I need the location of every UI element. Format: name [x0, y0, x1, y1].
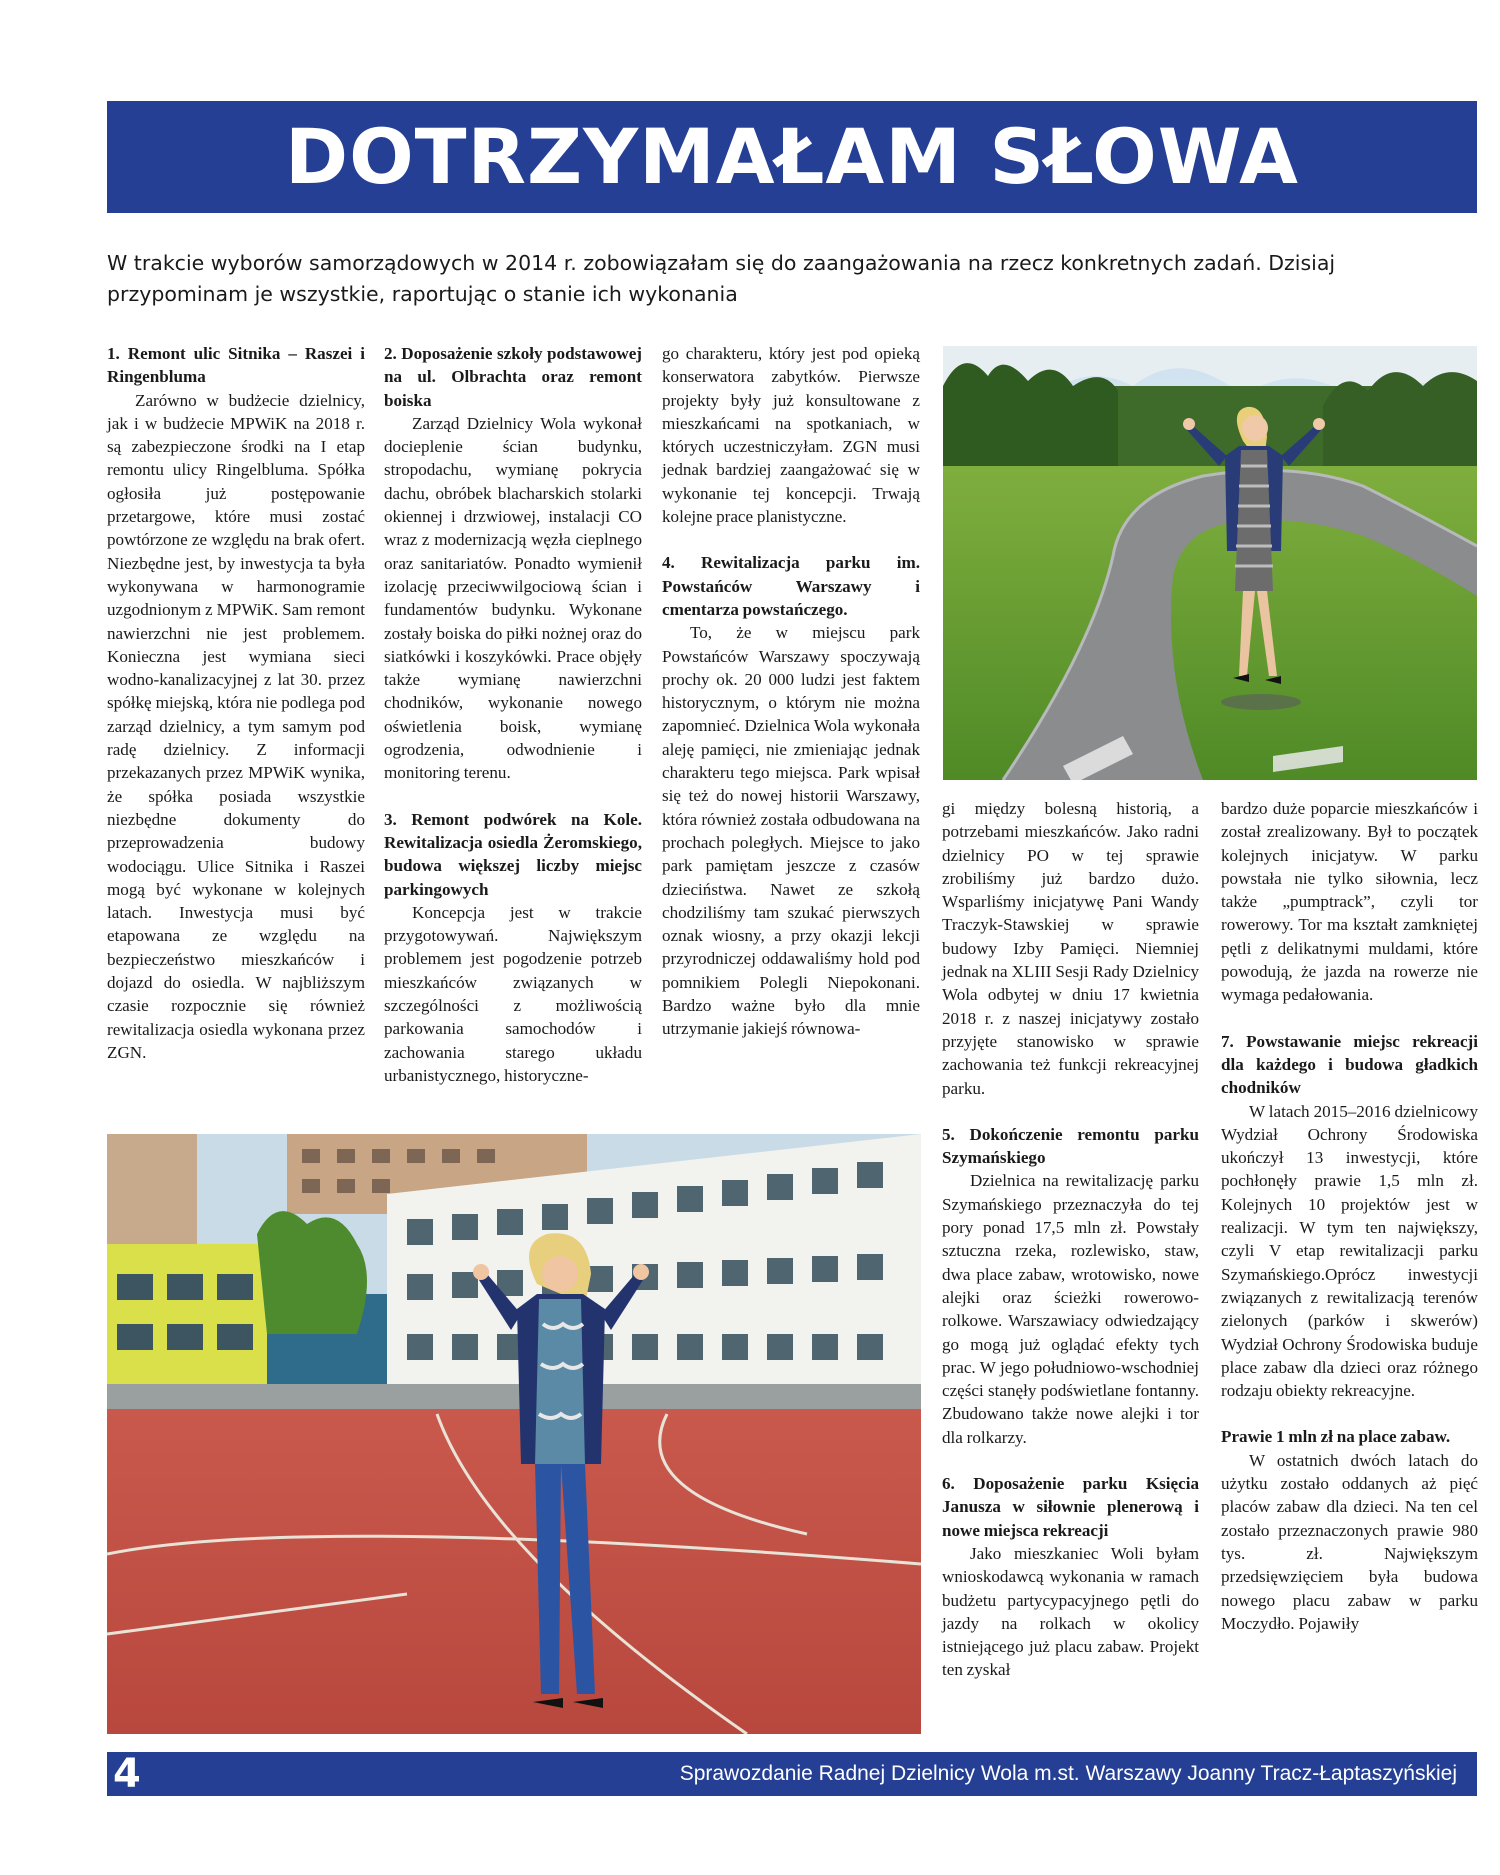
lead-paragraph: W trakcie wyborów samorządowych w 2014 r. zobowiązałam się do zaangażowania na rzecz konkretnych zadań. Dzisiaj przypominam je wszystkie, raportując o stanie ich wykonania — [107, 251, 1336, 306]
page-footer — [107, 1752, 1477, 1796]
section-3-continued: go charakteru, który jest pod opieką konserwatora zabytków. Pierwsze projekty były już konsultowane z mieszkańcami na spotkaniach, w których uczestniczyłam. ZGN musi jednak bardziej zaangażować się w wykonanie tej koncepcji. Trwają kolejne prace planistyczne. — [662, 344, 920, 527]
column-2 — [384, 342, 642, 1087]
section-4-title: 4. Rewitalizacja parku im. Powstańców Warszawy i cmentarza powstańczego. — [662, 553, 920, 619]
column-1 — [107, 342, 365, 1064]
school-photo — [107, 1134, 921, 1734]
page-title-banner — [107, 101, 1477, 213]
section-3-title: 3. Remont podwórek na Kole. Rewitalizacja osiedla Żeromskiego, budowa większej liczby miejsc parkingowych — [384, 809, 642, 899]
footer-text: Sprawozdanie Radnej Dzielnicy Wola m.st. Warszawy Joanny Tracz-Łaptaszyńskiej — [679, 1762, 1457, 1785]
park-photo — [943, 346, 1477, 780]
section-6-body: Jako mieszkaniec Woli byłam wnioskodawcą wykonania w ramach budżetu partycypacyjnego pętli do jazdy na rolkach w okolicy istniejącego już placu zabaw. Projekt ten zyskał — [942, 1543, 1199, 1680]
section-1-title: 1. Remont ulic Sitnika – Raszei i Ringenbluma — [107, 344, 365, 387]
section-5-title: 5. Dokończenie remontu parku Szymańskiego — [942, 1124, 1199, 1168]
section-6-title: 6. Doposażenie parku Księcia Janusza w siłownie plenerową i nowe miejsca rekreacji — [942, 1474, 1199, 1540]
page-title: DOTRZYMAŁAM SŁOWA — [284, 112, 1300, 201]
section-2-body: Zarząd Dzielnicy Wola wykonał docieplenie ścian budynku, stropodachu, wymianę pokrycia dachu, obróbek blacharskich stolarki okiennej i drzwiowej, instalacji CO wraz z modernizacją węzła cieplnego oraz sanitariatów. Ponadto wymienił izolację przeciwwilgociową ścian i fundamentów budynku. Wykonane zostały boiska do piłki nożnej oraz do siatkówki i koszykówki. Prace objęły także wymianę nawierzchni chodników, wykonanie nowego oświetlenia boisk, wymianę ogrodzenia, odwodnienie i monitoring terenu. — [384, 413, 642, 783]
school-photo-illustration — [107, 1134, 921, 1734]
section-7-body: W latach 2015–2016 dzielnicowy Wydział Ochrony Środowiska ukończył 13 inwestycji, które pochłonęły prawie 1,5 mln zł. Kolejnych 10 projektów jest w realizacji. W tym ten największy, czyli V etap rewitalizacji parku Szymańskiego.Oprócz inwestycji związanych z rewitalizacją terenów zielonych (parków i skwerów) Wydział Ochrony Środowiska buduje place zabaw dla dzieci oraz różnego rodzaju obiekty rekreacyjne. — [1221, 1101, 1478, 1401]
section-2-title: 2. Doposażenie szkoły podstawowej na ul. Olbrachta oraz remont boiska — [384, 344, 642, 410]
page-number: 4 — [113, 1751, 141, 1797]
section-1-body: Zarówno w budżecie dzielnicy, jak i w budżecie MPWiK na 2018 r. są zabezpieczone środki na I etap remontu ulicy Ringelbluma. Spółka ogłosiła już postępowanie przetargowe, które musi zostać powtórzone ze względu na brak ofert. Niezbędne jest, by inwestycja ta była wykonywana w harmonogramie uzgodnionym z MPWiK. Sam remont nawierzchni nie jest problemem. Konieczna jest wymiana sieci wodno-kanalizacyjnej z lat 30. przez spółkę miejską, która nie podlega pod zarząd dzielnicy, a tym samym pod radę dzielnicy. Z informacji przekazanych przez MPWiK wynika, że spółka posiada wszystkie niezbędne dokumenty do przeprowadzenia budowy wodociągu. Ulice Sitnika i Raszei mogą być wykonane w kolejnych latach. Inwestycja musi być etapowana ze względu na bezpieczeństwo mieszkańców i dojazd do osiedla. W najbliższym czasie rozpocznie się również rewitalizacja osiedla wykonana przez ZGN. — [107, 390, 365, 1062]
section-4-continued: gi między bolesną historią, a potrzebami mieszkańców. Jako radni dzielnicy PO w tej sprawie zrobiliśmy już bardzo dużo. Wsparliśmy inicjatywę Pani Wandy Traczyk-Stawskiej w sprawie budowy Izby Pamięci. Niemniej jednak na XLIII Sesji Rady Dzielnicy Wola odbytej w dniu 17 kwietnia 2018 r. z naszej inicjatywy zostało przyjęte stanowisko w sprawie zachowania też funkcji rekreacyjnej parku. — [942, 799, 1199, 1098]
column-3 — [662, 342, 920, 1041]
section-5-body: Dzielnica na rewitalizację parku Szymańskiego przeznaczyła do tej pory ponad 17,5 mln zł. Powstały sztuczna rzeka, rozlewisko, staw, dwa place zabaw, wrotowisko, nowe alejki oraz ścieżki rowerowo-rolkowe. Warszawiacy odwiedzający go mogą już oglądać efekty tych prac. W jego południowo-wschodniej części stanęły podświetlane fontanny. Zbudowano także nowe alejki i tor dla rolkarzy. — [942, 1171, 1199, 1447]
section-8-body: W ostatnich dwóch latach do użytku zostało oddanych aż pięć placów zabaw dla dzieci. Na ten cel zostało przeznaczonych prawie 980 tys. zł. Największym przedsięwzięciem była budowa nowego placu zabaw w parku Moczydło. Pojawiły — [1221, 1450, 1478, 1633]
section-6-continued: bardzo duże poparcie mieszkańców i został zrealizowany. Był to początek kolejnych inicjatyw. W parku powstała nie tylko siłownia, lecz także „pumptrack”, czyli tor rowerowy. Tor ma kształt zamkniętej pętli z delikatnymi muldami, które powodują, że jazda na rowerze nie wymaga pedałowania. — [1221, 799, 1478, 1005]
park-photo-illustration — [943, 346, 1477, 780]
section-4-body: To, że w miejscu park Powstańców Warszawy spoczywają prochy ok. 20 000 ludzi jest faktem historycznym, o którym nie można zapomnieć. Dzielnica Wola wykonała aleję pamięci, nie zmieniając jednak charakteru tego miejsca. Park wpisał się też do nowej historii Warszawy, która również została odbudowana na prochach poległych. Miejsce to jako park pamiętam jeszcze z czasów dzieciństwa. Nawet ze szkołą chodziliśmy tam szukać pierwszych oznak wiosny, a przy okazji lekcji przyrodniczej oddawaliśmy hold pod pomnikiem Polegli Niepokonani. Bardzo ważne było dla mnie utrzymanie jakiejś równowa- — [662, 623, 920, 1039]
column-4 — [942, 797, 1199, 1682]
column-5 — [1221, 797, 1478, 1635]
section-7-title: 7. Powstawanie miejsc rekreacji dla każdego i budowa gładkich chodników — [1221, 1031, 1478, 1098]
section-3-body: Koncepcja jest w trakcie przygotowywań. Największym problemem jest pogodzenie potrzeb mieszkańców związanych w szczególności z możliwością parkowania samochodów i zachowania starego układu urbanistycznego, historyczne- — [384, 902, 642, 1085]
section-8-title: Prawie 1 mln zł na place zabaw. — [1221, 1427, 1451, 1447]
